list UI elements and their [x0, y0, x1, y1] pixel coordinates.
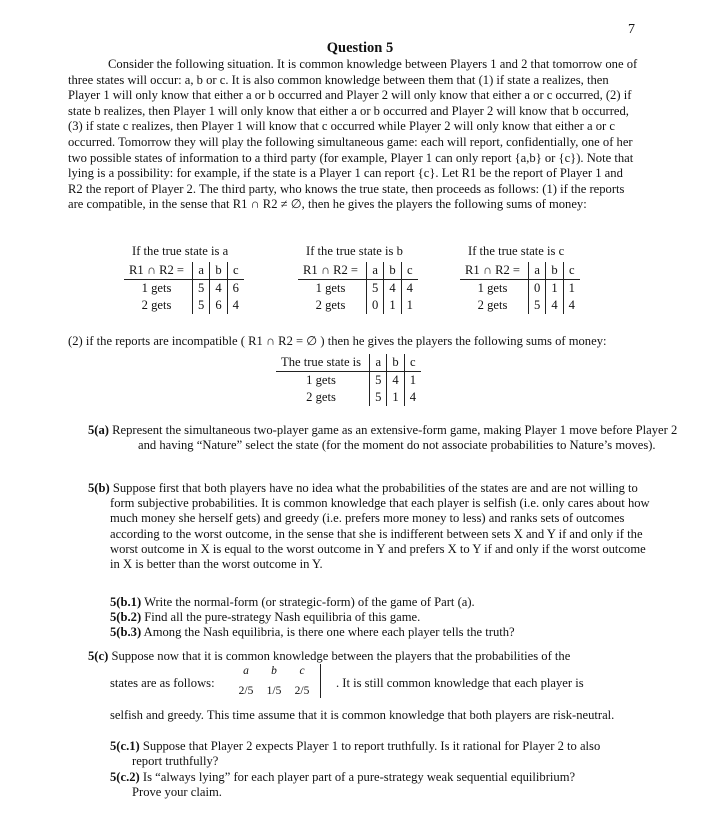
- col-a: a: [193, 262, 210, 280]
- question-label: 5(c.1): [110, 739, 140, 753]
- cell: 4: [384, 280, 401, 298]
- col-c: c: [404, 354, 421, 372]
- cell: 0: [529, 280, 546, 298]
- cell: 1: [384, 297, 401, 314]
- cell: 4: [401, 280, 418, 298]
- cell: 4: [227, 297, 244, 314]
- col-c: c: [227, 262, 244, 280]
- question-5b2: [110, 610, 630, 625]
- prob-value: 2/5: [294, 685, 310, 697]
- row-label: 1 gets: [141, 281, 172, 295]
- row-label: 2 gets: [306, 390, 336, 404]
- incompatible-paragraph: [68, 334, 640, 350]
- question-5a: [88, 423, 686, 453]
- col-a: a: [367, 262, 384, 280]
- question-text: Suppose first that both players have no idea what the probabilities of the states are and are not willing to form subjective probabilities. It is common knowledge that each player is selfish (i.e. only cares about how much money she herself gets) and greedy (i.e. prefers more money to less) and ranks sets of outcomes according to the worst outcome, in the sense that she is indifferent between sets X and Y if and only if the worst outcome in X is equal to the worst outcome in Y and prefers X to Y if and only if the worst outcome in X is better than the worst outcome in Y.: [110, 481, 650, 572]
- question-text: Suppose now that it is common knowledge between the players that the probabilities of the: [111, 649, 571, 663]
- row-label: 2 gets: [141, 298, 172, 312]
- col-c: c: [401, 262, 418, 280]
- row-label: 1 gets: [477, 281, 508, 295]
- question-label: 5(a): [88, 423, 109, 437]
- question-5c: [88, 649, 636, 664]
- question-title: Question 5: [326, 40, 394, 56]
- cell: 4: [563, 297, 580, 314]
- intro-paragraph: [68, 57, 640, 213]
- col-b: b: [384, 262, 401, 280]
- cell: 6: [210, 297, 227, 314]
- col-b: b: [546, 262, 563, 280]
- question-label: 5(b): [88, 481, 110, 495]
- cell: 5: [370, 389, 387, 406]
- question-text: Is “always lying” for each player part of a pure-strategy weak sequential equilibrium? Prove your claim.: [132, 770, 576, 800]
- row-label: 1 gets: [306, 373, 336, 387]
- question-5c2: [110, 770, 592, 800]
- cell: 5: [529, 297, 546, 314]
- question-label: 5(b.3): [110, 625, 142, 639]
- incompatible-payoff-table: [276, 354, 421, 406]
- cell: 6: [227, 280, 244, 298]
- question-label: 5(c.2): [110, 770, 140, 784]
- question-text: Among the Nash equilibria, is there one where each player tells the truth?: [143, 625, 515, 639]
- table-heading: If the true state is c: [468, 244, 565, 258]
- question-label: 5(b.2): [110, 610, 142, 624]
- question-label: 5(c): [88, 649, 109, 663]
- question-label: 5(b.1): [110, 595, 142, 609]
- cell: 4: [404, 389, 421, 406]
- table-header-label: R1 ∩ R2 =: [298, 262, 367, 280]
- prob-state: c: [299, 665, 305, 677]
- row-label: 2 gets: [477, 298, 508, 312]
- question-text: Find all the pure-strategy Nash equilibria of this game.: [144, 610, 421, 624]
- probability-table: [232, 664, 321, 698]
- page-number: 7: [628, 22, 635, 37]
- cell: 4: [210, 280, 227, 298]
- prob-value: 1/5: [266, 685, 282, 697]
- col-a: a: [529, 262, 546, 280]
- row-label: 1 gets: [315, 281, 346, 295]
- prob-value: 2/5: [238, 685, 254, 697]
- cell: 1: [387, 389, 404, 406]
- cell: 5: [193, 297, 210, 314]
- prob-state: a: [243, 665, 249, 677]
- table-heading: If the true state is a: [132, 244, 229, 258]
- col-b: b: [387, 354, 404, 372]
- prob-line-prefix: states are as follows:: [110, 676, 215, 690]
- question-5b1: [110, 595, 630, 610]
- col-c: c: [563, 262, 580, 280]
- question-5b3: [110, 625, 630, 640]
- question-5c1: [110, 739, 602, 769]
- incompatible-text: (2) if the reports are incompatible ( R1 ∩ R2 = ∅ ) then he gives the players the following sums of money:: [68, 334, 607, 348]
- row-label: 2 gets: [315, 298, 346, 312]
- table-heading: If the true state is b: [306, 244, 403, 258]
- payoff-table-state-b: [303, 244, 418, 314]
- question-text: Write the normal-form (or strategic-form) of the game of Part (a).: [144, 595, 475, 609]
- cell: 1: [546, 280, 563, 298]
- cell: 1: [401, 297, 418, 314]
- cell: 5: [367, 280, 384, 298]
- cell: 4: [546, 297, 563, 314]
- table-header-label: R1 ∩ R2 =: [460, 262, 529, 280]
- question-5b: [88, 481, 658, 572]
- question-text: Suppose that Player 2 expects Player 1 to report truthfully. Is it rational for Player 2 to also report truthfully?: [132, 739, 601, 769]
- prob-line-suffix: . It is still common knowledge that each player is: [336, 676, 584, 690]
- question-text: Represent the simultaneous two-player game as an extensive-form game, making Player 1 move before Player 2 and having “Nature” select the state (for the moment do not associate probabilities to Nature’s moves).: [112, 423, 678, 453]
- cell: 0: [367, 297, 384, 314]
- payoff-table-state-c: [465, 244, 580, 314]
- cell: 5: [193, 280, 210, 298]
- cell: 1: [404, 372, 421, 390]
- col-b: b: [210, 262, 227, 280]
- payoff-table-state-a: [129, 244, 244, 314]
- cell: 1: [563, 280, 580, 298]
- prob-state: b: [271, 665, 277, 677]
- intro-text: Consider the following situation. It is common knowledge between Players 1 and 2 that tomorrow one of three states will occur: a, b or c. It is also common knowledge between them that (1) if state a realizes, then Player 1 will only know that either a or b occurred and Player 2 will only know that either a or c occurred, (2) if state b realizes, then Player 1 will only know that either a or b occurred and Player 2 will know that b occurred, (3) if state c realizes, then Player 1 will know that c occurred while Player 2 will only know that either a or c occurred. Tomorrow they will play the following simultaneous game: each will report, confidentially, one of her two possible states of information to a third party (for example, Player 1 can only report {a,b} or {c}). Note that lying is a possibility: for example, if the state is a Player 1 can report {c}. Let R1 be the report of Player 1 and R2 the report of Player 2. The third party, who knows the true state, then proceeds as follows: (1) if the reports are compatible, in the sense that R1 ∩ R2 ≠ ∅, then he gives the players the following sums of money:: [68, 57, 638, 212]
- cell: 4: [387, 372, 404, 390]
- cell: 5: [370, 372, 387, 390]
- table-header-label: R1 ∩ R2 =: [124, 262, 193, 280]
- question-5c-rest: selfish and greedy. This time assume that it is common knowledge that both players are risk-neutral.: [110, 708, 615, 722]
- col-a: a: [370, 354, 387, 372]
- table-header-label: The true state is: [276, 354, 370, 372]
